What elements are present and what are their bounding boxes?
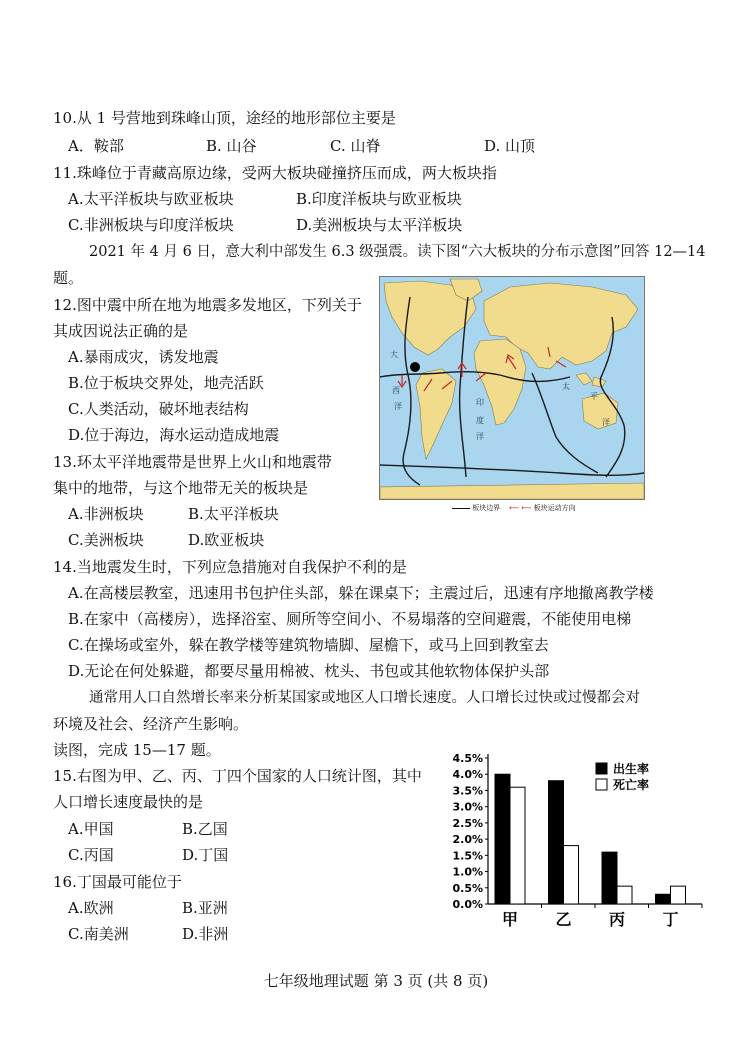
ocean-label-atlantic-3: 洋 bbox=[394, 402, 402, 411]
legend-boundary-label: 板块边界 bbox=[472, 504, 501, 512]
y-tick-label: 2.5% bbox=[452, 816, 483, 830]
page-footer: 七年级地理试题 第 3 页 (共 8 页) bbox=[263, 972, 489, 990]
bar-death-3 bbox=[671, 886, 686, 904]
q15-option-c: C.丙国 bbox=[68, 846, 114, 864]
q14-option-b: B.在家中（高楼房），选择浴室、厕所等空间小、不易塌落的空间避震，不能使用电梯 bbox=[68, 610, 632, 628]
epicenter-marker bbox=[410, 362, 420, 372]
y-tick-label: 0.0% bbox=[452, 898, 483, 911]
intro2-line1: 通常用人口自然增长率来分析某国家或地区人口增长速度。人口增长过快或过慢都会对 bbox=[89, 690, 640, 706]
population-chart bbox=[446, 748, 708, 930]
q13-option-b: B.太平洋板块 bbox=[188, 505, 279, 523]
ocean-label-indian-3: 洋 bbox=[476, 432, 484, 441]
q11-option-a: A.太平洋板块与欧亚板块 bbox=[68, 190, 234, 208]
intro2-line3: 读图，完成 15—17 题。 bbox=[53, 741, 221, 759]
population-chart-svg bbox=[446, 748, 708, 930]
plate-map-svg bbox=[380, 277, 644, 499]
boundary-antarctic bbox=[380, 465, 644, 475]
q10-option-b: B. 山谷 bbox=[206, 137, 257, 155]
q12-stem-line2: 其成因说法正确的是 bbox=[53, 322, 189, 340]
q15-option-a: A.甲国 bbox=[68, 820, 114, 838]
q11-stem: 11.珠峰位于青藏高原边缘，受两大板块碰撞挤压而成，两大板块指 bbox=[53, 164, 497, 182]
ocean-label-atlantic-2: 西 bbox=[392, 386, 400, 395]
q12-stem-line1: 12.图中震中所在地为地震多发地区，下列关于 bbox=[53, 296, 362, 314]
bar-birth-1 bbox=[549, 781, 564, 904]
map-legend bbox=[452, 503, 576, 513]
q11-option-b: B.印度洋板块与欧亚板块 bbox=[296, 190, 462, 208]
ocean-label-indian-1: 印 bbox=[476, 398, 484, 407]
q16-option-a: A.欧洲 bbox=[68, 899, 114, 917]
y-tick-label: 1.5% bbox=[452, 849, 483, 863]
bar-death-0 bbox=[510, 787, 525, 904]
x-tick-label: 丙 bbox=[608, 910, 626, 929]
ocean-label-atlantic-1: 大 bbox=[390, 350, 398, 359]
q15-stem-line1: 15.右图为甲、乙、丙、丁四个国家的人口统计图，其中 bbox=[53, 767, 422, 785]
ocean-label-pacific-2: 平 bbox=[590, 392, 598, 401]
ocean-label-pacific-3: 洋 bbox=[602, 418, 610, 427]
q12-option-b: B.位于板块交界处，地壳活跃 bbox=[68, 374, 264, 392]
arrow-4 bbox=[458, 363, 466, 377]
y-tick-label: 4.0% bbox=[452, 768, 483, 782]
q10-option-c: C. 山脊 bbox=[330, 137, 381, 155]
q13-option-c: C.美洲板块 bbox=[68, 531, 144, 549]
q16-option-d: D.非洲 bbox=[182, 925, 229, 943]
y-tick-label: 3.5% bbox=[452, 784, 483, 798]
legend-boundary-swatch bbox=[452, 508, 470, 509]
q11-option-c: C.非洲板块与印度洋板块 bbox=[68, 216, 234, 234]
legend-label-1: 死亡率 bbox=[613, 778, 650, 792]
q10-option-d: D. 山顶 bbox=[484, 137, 536, 155]
q15-option-b: B.乙国 bbox=[182, 820, 228, 838]
q14-stem: 14.当地震发生时，下列应急措施对自我保护不利的是 bbox=[53, 558, 407, 576]
bar-death-1 bbox=[564, 846, 579, 904]
q14-option-c: C.在操场或室外，躲在教学楼等建筑物墙脚、屋檐下，或马上回到教室去 bbox=[68, 636, 549, 654]
land-africa bbox=[474, 339, 526, 425]
plate-map bbox=[379, 276, 645, 500]
q14-option-a: A.在高楼层教室，迅速用书包护住头部，躲在课桌下；主震过后，迅速有序地撤离教学楼 bbox=[68, 584, 654, 602]
intro1-line1: 2021 年 4 月 6 日，意大利中部发生 6.3 级强震。读下图“六大板块的分布示意图”回答 12—14 bbox=[89, 244, 706, 260]
legend-motion-label: 板块运动方向 bbox=[533, 504, 576, 512]
x-tick-label: 乙 bbox=[555, 910, 572, 929]
y-tick-label: 3.0% bbox=[452, 800, 483, 814]
bar-birth-3 bbox=[656, 894, 671, 904]
land-australia bbox=[582, 393, 618, 429]
y-tick-label: 0.5% bbox=[452, 881, 483, 895]
q13-option-d: D.欧亚板块 bbox=[188, 531, 265, 549]
q10-stem: 10.从 1 号营地到珠峰山顶，途经的地形部位主要是 bbox=[53, 109, 396, 127]
q13-stem-line1: 13.环太平洋地震带是世界上火山和地震带 bbox=[53, 453, 332, 471]
bar-birth-2 bbox=[602, 852, 617, 904]
legend-arrow-swatch: ⟵ ⟵ bbox=[509, 504, 532, 512]
ocean-label-pacific-1: 太 bbox=[562, 382, 570, 391]
ocean-label-indian-2: 度 bbox=[476, 416, 484, 425]
q11-option-d: D.美洲板块与太平洋板块 bbox=[296, 216, 463, 234]
bar-birth-0 bbox=[495, 774, 510, 904]
intro2-line2: 环境及社会、经济产生影响。 bbox=[53, 715, 249, 733]
q12-option-a: A.暴雨成灾，诱发地震 bbox=[68, 348, 219, 366]
legend-label-0: 出生率 bbox=[613, 762, 650, 776]
q15-option-d: D.丁国 bbox=[182, 846, 229, 864]
x-tick-label: 丁 bbox=[662, 910, 679, 929]
legend-swatch-0 bbox=[596, 763, 607, 774]
q10-option-a: A．鞍部 bbox=[68, 137, 124, 155]
y-tick-label: 2.0% bbox=[452, 833, 483, 847]
q12-option-c: C.人类活动，破坏地表结构 bbox=[68, 400, 249, 418]
intro1-line2: 题。 bbox=[53, 269, 84, 287]
arrow-8 bbox=[556, 361, 566, 367]
q16-option-b: B.亚洲 bbox=[182, 899, 228, 917]
q12-option-d: D.位于海边，海水运动造成地震 bbox=[68, 426, 280, 444]
q13-stem-line2: 集中的地带，与这个地带无关的板块是 bbox=[53, 479, 309, 497]
y-tick-label: 1.0% bbox=[452, 865, 483, 879]
q15-stem-line2: 人口增长速度最快的是 bbox=[53, 793, 204, 811]
q13-option-a: A.非洲板块 bbox=[68, 505, 144, 523]
q16-option-c: C.南美洲 bbox=[68, 925, 129, 943]
y-tick-label: 4.5% bbox=[452, 752, 483, 765]
q14-option-d: D.无论在何处躲避，都要尽量用棉被、枕头、书包或其他软物体保护头部 bbox=[68, 662, 550, 680]
legend-swatch-1 bbox=[596, 779, 607, 790]
q16-stem: 16.丁国最可能位于 bbox=[53, 873, 182, 891]
bar-death-2 bbox=[617, 886, 632, 904]
x-tick-label: 甲 bbox=[501, 910, 519, 929]
